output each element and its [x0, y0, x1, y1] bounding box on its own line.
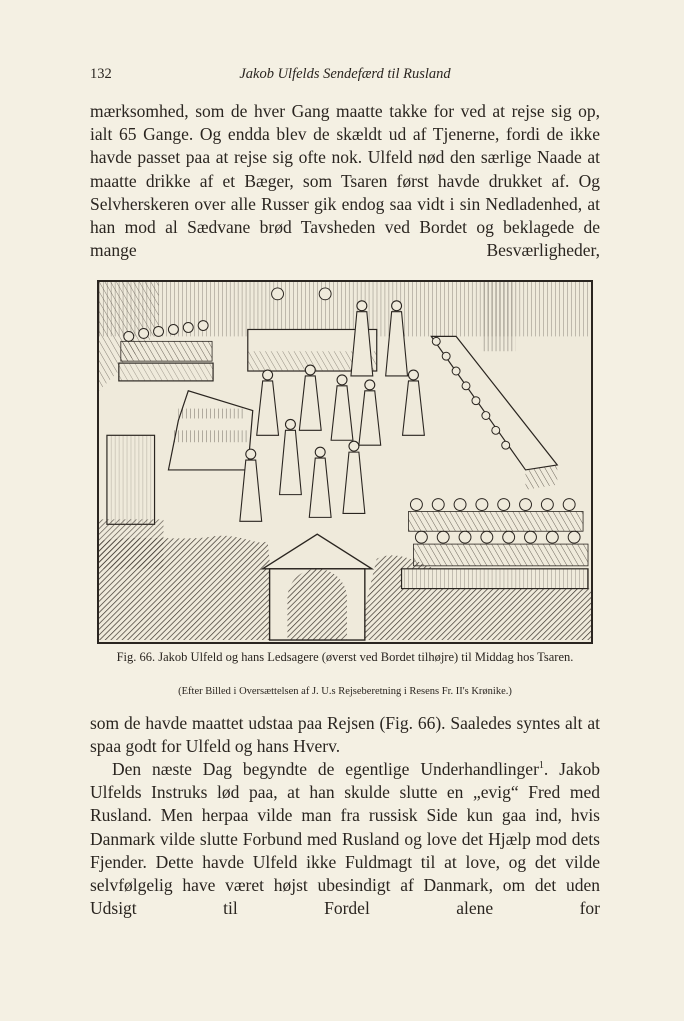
figure-credit: (Efter Billed i Oversættelsen af J. U.s Rejseberetning i Resens Fr. II's Krønike.)	[178, 686, 512, 697]
paragraph-3-text: Den næste Dag begyndte de egentlige Underhandlinger	[112, 759, 539, 779]
paragraph-2: som de havde maattet udstaa paa Rejsen (Fig. 66). Saaledes syntes alt at spaa godt for Ulfeld og hans Hverv.	[90, 713, 600, 757]
figure-caption: Fig. 66. Jakob Ulfeld og hans Ledsagere (øverst ved Bordet tilhøjre) til Middag hos Tsaren.	[116, 650, 574, 664]
page-header	[90, 66, 600, 88]
paragraph-3	[90, 758, 600, 920]
page-number: 132	[90, 66, 112, 82]
footnote-mark[interactable]: 1	[538, 760, 544, 772]
paragraph-1: mærksomhed, som de hver Gang maatte takke for ved at rejse sig op, ialt 65 Gange. Og endda blev de skældt ud af Tjenerne, fordi de ikke havde passet paa at rejse sig ofte nok. Ulfeld nød den særlige Naade at maatte drikke af et Bæger, som Tsaren først havde drukket af. Og Selvherskeren over alle Russer gik endog saa vidt i sin Nedladenhed, at han mod al Sædvane brød Tavsheden ved Bordet og beklagede de mange Besværligheder,	[90, 101, 600, 261]
figure-illustration	[97, 280, 593, 644]
paragraph-3-text-after: . Jakob Ulfelds Instruks lød paa, at han skulde slutte en „evig“ Fred med Rusland. Men herpaa vilde man fra russisk Side kun gaa ind, hvis Danmark vilde slutte Forbund med Rusland og love det Hjælp mod dets Fjender. Dette havde Ulfeld ikke Fuldmagt til at love, og det vilde selvfølgelig have været højst ubesindigt af Danmark, om det uden Udsigt til Fordel alene for	[90, 759, 601, 919]
running-title: Jakob Ulfelds Sendefærd til Rusland	[239, 66, 451, 82]
banquet-engraving	[99, 282, 591, 642]
